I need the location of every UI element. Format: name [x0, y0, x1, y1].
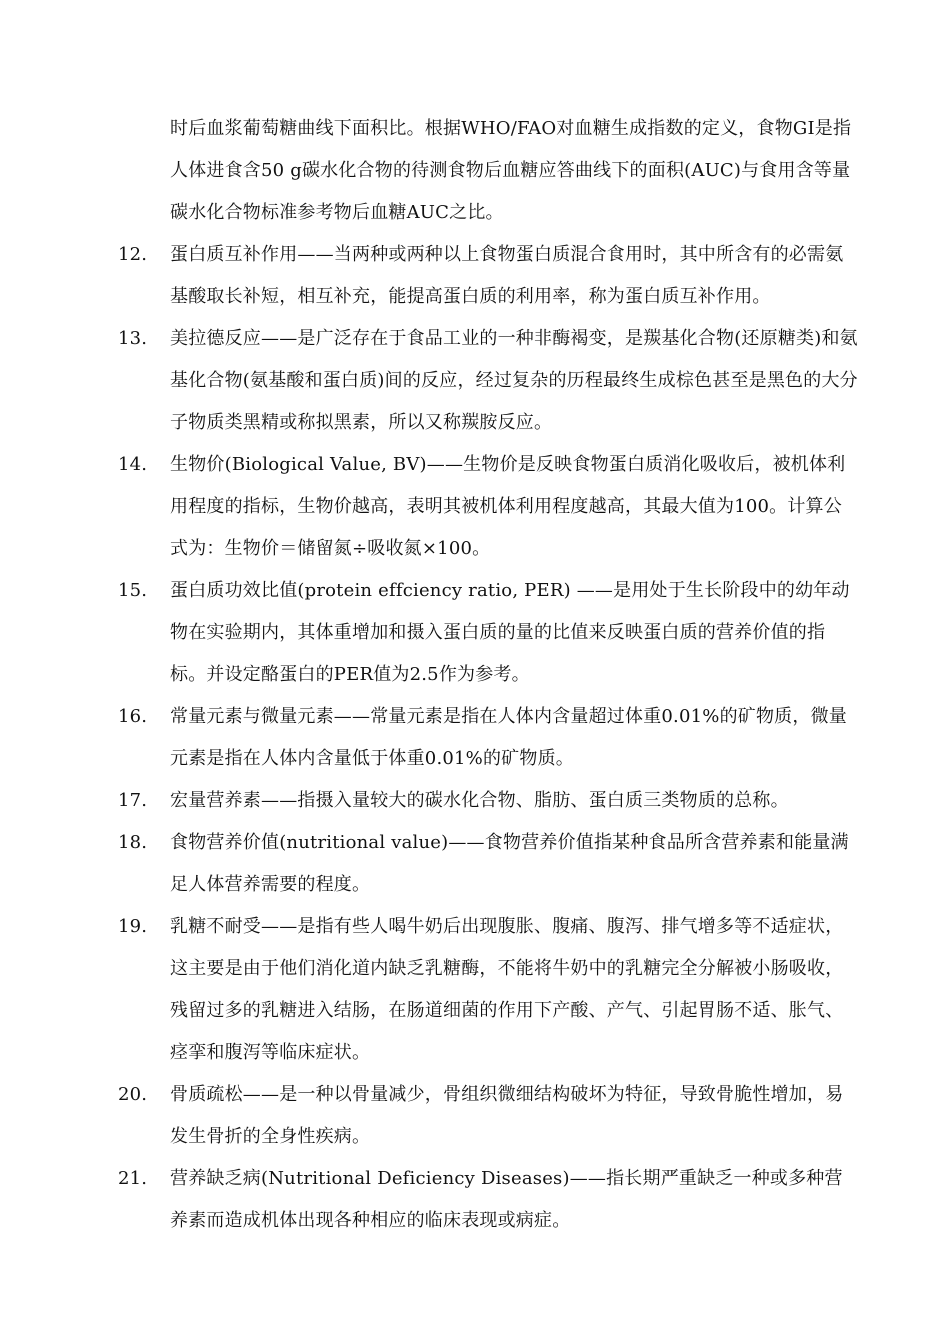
- entry-number: 18.: [118, 832, 148, 853]
- entry-text: 乳糖不耐受——是指有些人喝牛奶后出现腹胀、腹痛、腹泻、排气增多等不适症状，这主要是由于他们消化道内缺乏乳糖酶，不能将牛奶中的乳糖完全分解被小肠吸收，残留过多的乳糖进入结肠，在肠道细菌的作用下产酸、产气、引起胃肠不适、胀气、痉挛和腹泻等临床症状。: [170, 916, 844, 1063]
- entry-number: 20.: [118, 1084, 148, 1105]
- entry-number: 16.: [118, 706, 148, 727]
- entry-text: 蛋白质功效比值(protein effciency ratio, PER) ——是用处于生长阶段中的幼年动物在实验期内，其体重增加和摄入蛋白质的量的比值来反映蛋白质的营养价值的指标。并设定酪蛋白的PER值为2.5作为参考。: [170, 580, 850, 685]
- entry-number: 13.: [118, 328, 148, 349]
- glossary-entry-19: [118, 906, 860, 1074]
- glossary-entry-20: [118, 1074, 860, 1158]
- glossary-entry-14: [118, 444, 860, 570]
- entry-text: 蛋白质互补作用——当两种或两种以上食物蛋白质混合食用时，其中所含有的必需氨基酸取长补短，相互补充，能提高蛋白质的利用率，称为蛋白质互补作用。: [170, 244, 844, 307]
- glossary-entry-18: [118, 822, 860, 906]
- continued-definition-paragraph: 时后血浆葡萄糖曲线下面积比。根据WHO/FAO对血糖生成指数的定义，食物GI是指人体进食含50 g碳水化合物的待测食物后血糖应答曲线下的面积(AUC)与食用含等量碳水化合物标准参考物后血糖AUC之比。: [170, 118, 852, 223]
- entry-number: 19.: [118, 916, 148, 937]
- entry-text: 宏量营养素——指摄入量较大的碳水化合物、脂肪、蛋白质三类物质的总称。: [170, 790, 789, 811]
- entry-text: 骨质疏松——是一种以骨量减少，骨组织微细结构破坏为特征，导致骨脆性增加，易发生骨折的全身性疾病。: [170, 1084, 844, 1147]
- entry-text: 营养缺乏病(Nutritional Deficiency Diseases)——指长期严重缺乏一种或多种营养素而造成机体出现各种相应的临床表现或病症。: [170, 1168, 843, 1231]
- entry-text: 美拉德反应——是广泛存在于食品工业的一种非酶褐变，是羰基化合物(还原糖类)和氨基化合物(氨基酸和蛋白质)间的反应，经过复杂的历程最终生成棕色甚至是黑色的大分子物质类黑精或称拟黑素，所以又称羰胺反应。: [170, 328, 858, 433]
- glossary-entry-17: [118, 780, 860, 822]
- glossary-entry-13: [118, 318, 860, 444]
- glossary-entry-21: [118, 1158, 860, 1242]
- glossary-entry-12: [118, 234, 860, 318]
- entry-number: 17.: [118, 790, 148, 811]
- entry-number: 12.: [118, 244, 148, 265]
- entry-text: 生物价(Biological Value, BV)——生物价是反映食物蛋白质消化吸收后，被机体利用程度的指标，生物价越高，表明其被机体利用程度越高，其最大值为100。计算公式为：生物价＝储留氮÷吸收氮×100。: [170, 454, 846, 559]
- entry-text: 食物营养价值(nutritional value)——食物营养价值指某种食品所含营养素和能量满足人体营养需要的程度。: [170, 832, 849, 895]
- glossary-entry-15: [118, 570, 860, 696]
- entry-number: 21.: [118, 1168, 148, 1189]
- glossary-entry-16: [118, 696, 860, 780]
- entry-text: 常量元素与微量元素——常量元素是指在人体内含量超过体重0.01%的矿物质，微量元素是指在人体内含量低于体重0.01%的矿物质。: [170, 706, 847, 769]
- glossary-content: [118, 108, 878, 1242]
- entry-number: 15.: [118, 580, 148, 601]
- entry-number: 14.: [118, 454, 148, 475]
